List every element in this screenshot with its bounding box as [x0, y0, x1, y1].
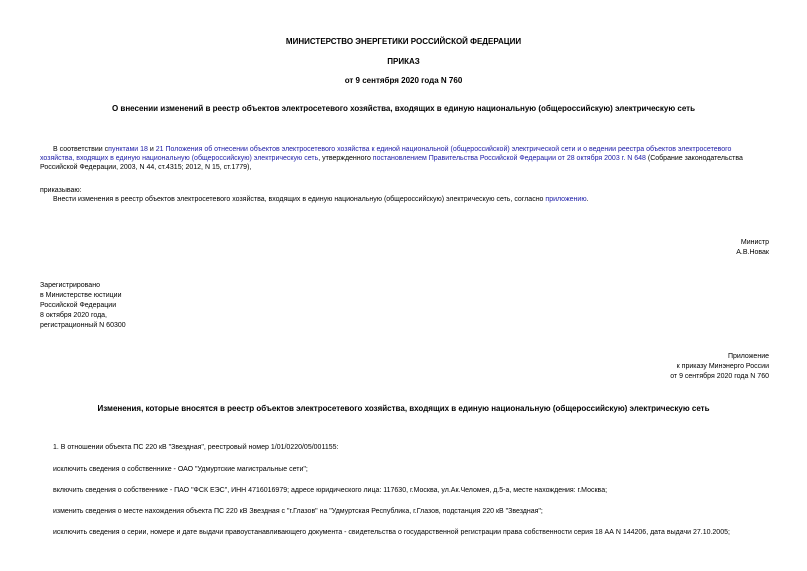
- preamble-line-3: Российской Федерации, 2003, N 44, ст.4315; 2012, N 15, ст.1779),: [40, 164, 252, 171]
- preamble-line-1: [53, 145, 731, 154]
- registration-line: 8 октября 2020 года,: [40, 312, 108, 319]
- registration-line: регистрационный N 60300: [40, 322, 126, 329]
- link-regulation[interactable]: 21 Положения об отнесении объектов электросетевого хозяйства к единой национальной (общероссийской) электрической сети и о ведении реестра объектов электросетевого: [155, 146, 732, 153]
- appendix-item: исключить сведения о серии, номере и дате выдачи правоустанавливающего документа - свидетельства о государственной регистрации права собственности серия 18 АА N 144206, дата выдачи 27.10.2005;: [53, 529, 730, 536]
- order-text-dot: .: [586, 196, 589, 203]
- preamble-text: , утвержденного: [318, 155, 373, 162]
- doc-title: О внесении изменений в реестр объектов электросетевого хозяйства, входящих в единую национальную (общероссийскую) электрическую сеть: [111, 104, 696, 113]
- preamble-line-2: [40, 154, 743, 163]
- order-word: приказываю:: [40, 187, 82, 194]
- link-appendix[interactable]: приложению: [545, 196, 587, 203]
- appendix-item: изменить сведения о месте нахождения объекта ПС 220 кВ Звездная с "г.Глазов" на "Удмуртская Республика, г.Глазов, подстанция 220 кВ "Звездная";: [53, 508, 543, 515]
- signature-position: Министр: [740, 239, 769, 246]
- preamble-text: и: [147, 146, 156, 153]
- appendix-title: Изменения, которые вносятся в реестр объектов электросетевого хозяйства, входящих в единую национальную (общероссийскую) электрическую сеть: [97, 404, 710, 413]
- registration-line: Зарегистрировано: [40, 282, 100, 289]
- registration-line: Российской Федерации: [40, 302, 117, 309]
- signature-name: А.В.Новак: [736, 249, 769, 256]
- appendix-item: включить сведения о собственнике - ПАО "ФСК ЕЭС", ИНН 4716016979; адресе юридического лица: 117630, г.Москва, ул.Ак.Челомея, д.5-а, месте нахождения: г.Москва;: [53, 487, 608, 494]
- ministry-heading: МИНИСТЕРСТВО ЭНЕРГЕТИКИ РОССИЙСКОЙ ФЕДЕРАЦИИ: [285, 37, 522, 46]
- appendix-item: 1. В отношении объекта ПС 220 кВ "Звездная", реестровый номер 1/01/0220/05/001155:: [53, 444, 339, 451]
- link-regulation-cont[interactable]: хозяйства, входящих в единую национальную (общероссийскую) электрическую сеть: [40, 155, 319, 162]
- doc-date-number: от 9 сентября 2020 года N 760: [344, 76, 463, 85]
- link-points-18[interactable]: пунктами 18: [108, 146, 148, 153]
- order-text: [53, 195, 589, 204]
- appendix-ref-line: от 9 сентября 2020 года N 760: [670, 373, 769, 380]
- appendix-ref-line: Приложение: [727, 353, 769, 360]
- registration-line: в Министерстве юстиции: [40, 292, 122, 299]
- appendix-ref-line: к приказу Минэнерго России: [676, 363, 769, 370]
- preamble-text: (Собрание законодательства: [645, 155, 743, 162]
- link-government-decree[interactable]: постановлением Правительства Российской Федерации от 28 октября 2003 г. N 648: [372, 155, 646, 162]
- appendix-item: исключить сведения о собственнике - ОАО "Удмуртские магистральные сети";: [53, 466, 308, 473]
- doc-type-heading: ПРИКАЗ: [387, 57, 420, 66]
- order-text-main: Внести изменения в реестр объектов электросетевого хозяйства, входящих в единую национальную (общероссийскую) электрическую сеть, согласно: [53, 196, 546, 203]
- preamble-text: В соответствии с: [53, 146, 109, 153]
